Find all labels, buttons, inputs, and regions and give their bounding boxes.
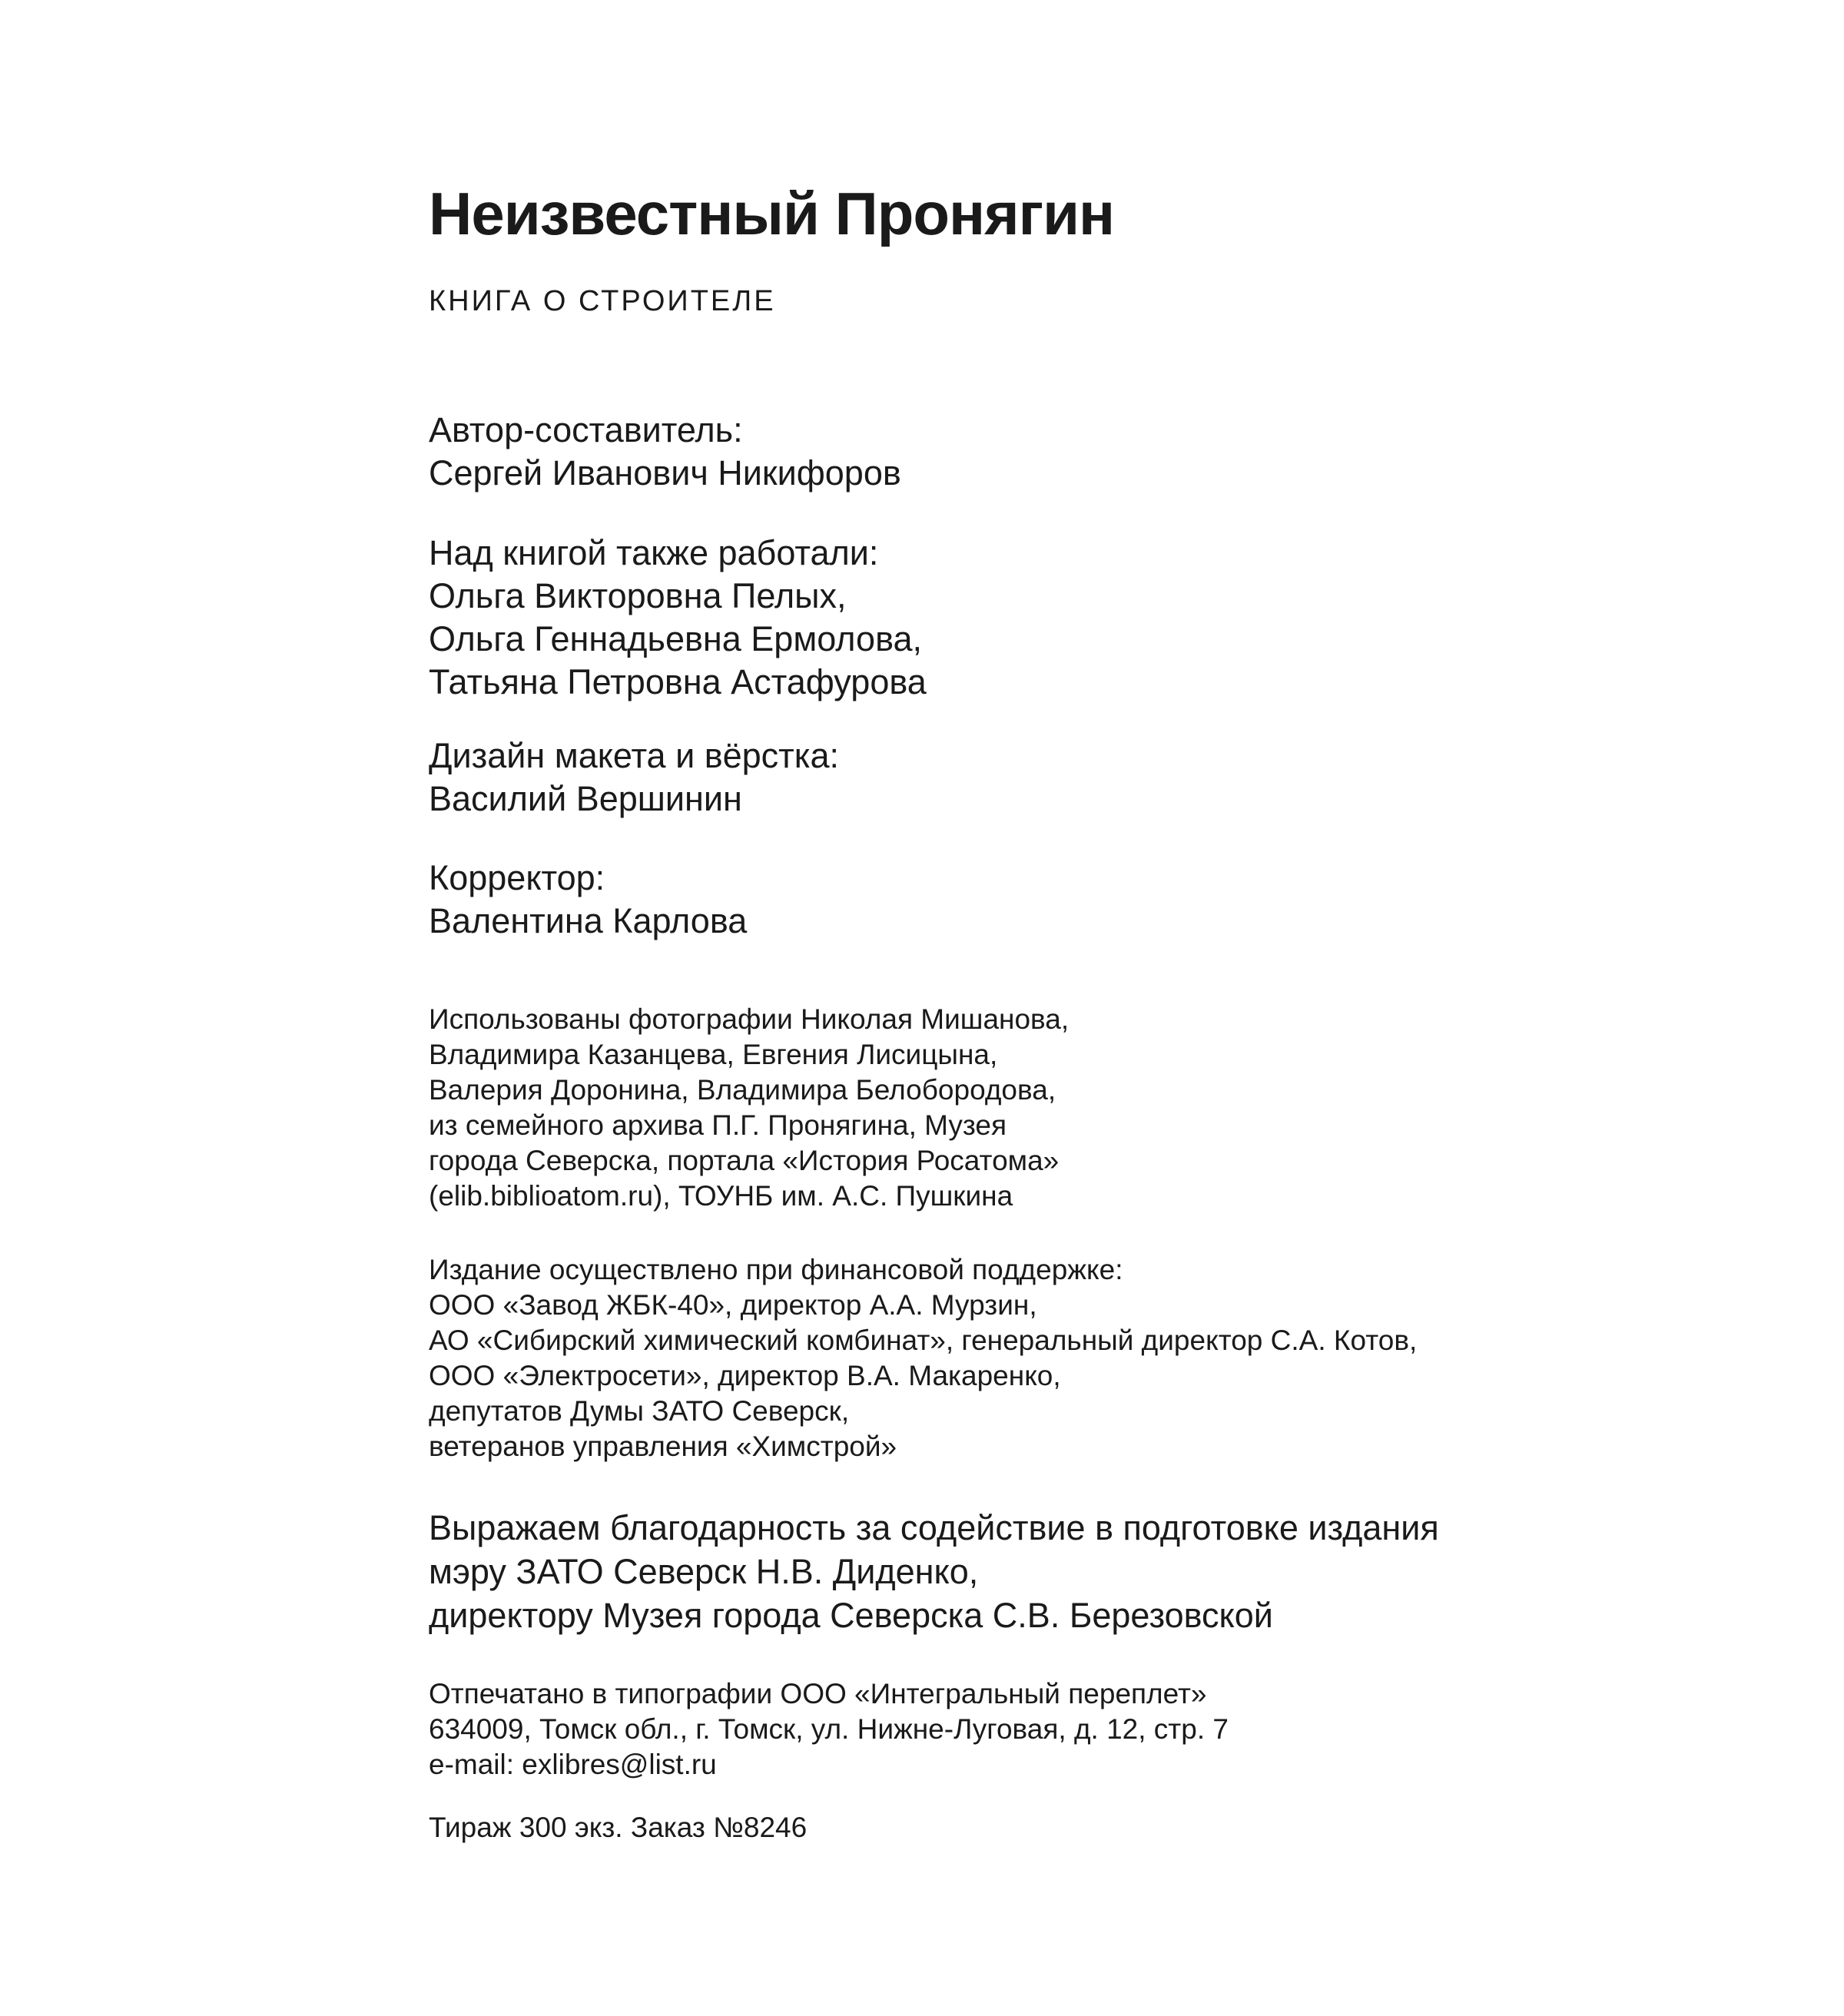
credit-name: Татьяна Петровна Астафурова <box>429 662 927 701</box>
sponsor-line: ООО «Электросети», директор В.А. Макаренко, <box>429 1360 1061 1391</box>
photo-credits <box>429 1002 1069 1214</box>
credit-label: Дизайн макета и вёрстка: <box>429 736 840 775</box>
credit-name: Василий Вершинин <box>429 779 742 818</box>
credit-author <box>429 409 901 495</box>
photo-credits-line: Владимира Казанцева, Евгения Лисицына, <box>429 1039 998 1070</box>
acknowledgements <box>429 1506 1439 1637</box>
photo-credits-line: Использованы фотографии Николая Мишанова, <box>429 1003 1070 1035</box>
credit-name: Валентина Карлова <box>429 901 748 940</box>
sponsor-line: ветеранов управления «Химстрой» <box>429 1431 897 1462</box>
credit-proofreader <box>429 857 747 943</box>
acknowledgement-line: директору Музея города Северска С.В. Березовской <box>429 1596 1273 1635</box>
credit-name: Ольга Викторовна Пелых, <box>429 576 847 615</box>
sponsor-credits <box>429 1252 1417 1464</box>
credit-team <box>429 532 927 704</box>
printer-line: 634009, Томск обл., г. Томск, ул. Нижне-Луговая, д. 12, стр. 7 <box>429 1713 1229 1745</box>
book-subtitle: КНИГА О СТРОИТЕЛЕ <box>429 285 776 317</box>
sponsor-line: Издание осуществлено при финансовой поддержке: <box>429 1254 1123 1285</box>
sponsor-line: депутатов Думы ЗАТО Северск, <box>429 1395 850 1427</box>
credit-label: Над книгой также работали: <box>429 533 879 572</box>
credit-label: Корректор: <box>429 858 605 897</box>
printer-email: e-mail: exlibres@list.ru <box>429 1749 717 1780</box>
photo-credits-line: (elib.biblioatom.ru), ТОУНБ им. А.С. Пушкина <box>429 1180 1013 1212</box>
credit-name: Сергей Иванович Никифоров <box>429 453 901 492</box>
printer-line: Отпечатано в типографии ООО «Интегральный переплет» <box>429 1678 1207 1709</box>
printer-info <box>429 1676 1229 1782</box>
credit-label: Автор-составитель: <box>429 410 743 449</box>
circulation-info: Тираж 300 экз. Заказ №8246 <box>429 1812 808 1843</box>
photo-credits-line: города Северска, портала «История Росатома» <box>429 1145 1060 1176</box>
sponsor-line: АО «Сибирский химический комбинат», генеральный директор С.А. Котов, <box>429 1325 1418 1356</box>
credit-name: Ольга Геннадьевна Ермолова, <box>429 619 923 658</box>
credit-design <box>429 734 839 821</box>
acknowledgement-line: мэру ЗАТО Северск Н.В. Диденко, <box>429 1552 979 1591</box>
acknowledgement-line: Выражаем благодарность за содействие в подготовке издания <box>429 1508 1439 1547</box>
sponsor-line: ООО «Завод ЖБК-40», директор А.А. Мурзин, <box>429 1289 1037 1321</box>
photo-credits-line: Валерия Доронина, Владимира Белобородова, <box>429 1074 1056 1106</box>
photo-credits-line: из семейного архива П.Г. Пронягина, Музея <box>429 1109 1007 1141</box>
book-title: Неизвестный Пронягин <box>429 180 1115 247</box>
